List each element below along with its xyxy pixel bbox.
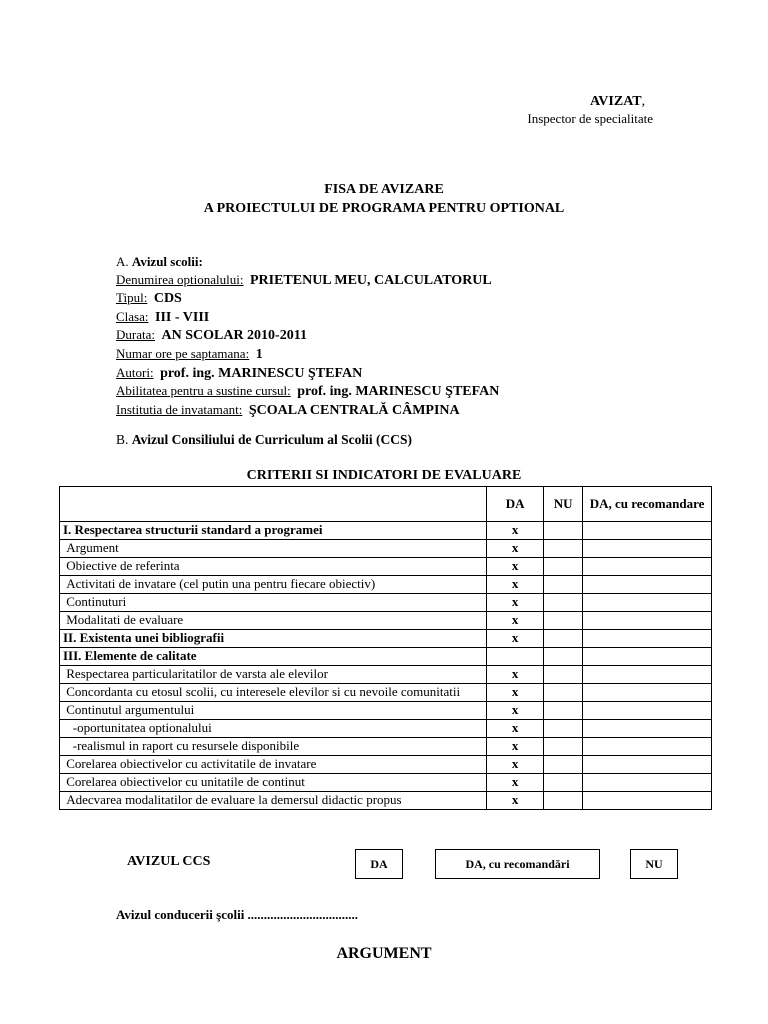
criteria-text: Argument (60, 540, 487, 558)
criteria-nu-cell[interactable] (544, 684, 583, 702)
field-label: Denumirea optionalului: (116, 271, 244, 287)
argument-heading: ARGUMENT (336, 945, 432, 962)
criteria-da-rec-cell[interactable] (583, 522, 712, 540)
criteria-text: Obiective de referinta (60, 558, 487, 576)
field-row (116, 271, 499, 290)
field-row (116, 289, 499, 308)
criteria-row (60, 666, 712, 684)
criteria-da-cell[interactable]: x (487, 558, 544, 576)
criteria-da-rec-cell[interactable] (583, 792, 712, 810)
criteria-da-rec-cell[interactable] (583, 594, 712, 612)
criteria-text: Continutul argumentului (60, 702, 487, 720)
criteria-row (60, 756, 712, 774)
field-row (116, 382, 499, 401)
criteria-nu-cell[interactable] (544, 630, 583, 648)
ccs-da-box[interactable]: DA (355, 849, 403, 879)
criteria-nu-cell[interactable] (544, 576, 583, 594)
criteria-text: III. Elemente de calitate (60, 648, 487, 666)
criteria-nu-cell[interactable] (544, 720, 583, 738)
criteria-text: Corelarea obiectivelor cu unitatile de continut (60, 774, 487, 792)
criteria-da-cell[interactable]: x (487, 720, 544, 738)
criteria-row (60, 522, 712, 540)
criteria-nu-cell[interactable] (544, 648, 583, 666)
ccs-nu-box[interactable]: NU (630, 849, 678, 879)
criteria-row (60, 558, 712, 576)
criteria-row (60, 648, 712, 666)
criteria-text: Adecvarea modalitatilor de evaluare la demersul didactic propus (60, 792, 487, 810)
criteria-text: Modalitati de evaluare (60, 612, 487, 630)
document-title: FISA DE AVIZARE (324, 182, 444, 197)
criteria-row (60, 702, 712, 720)
criteria-da-rec-cell[interactable] (583, 576, 712, 594)
field-label: Numar ore pe saptamana: (116, 345, 250, 361)
criteria-da-cell[interactable] (487, 648, 544, 666)
criteria-header-da: DA (487, 487, 544, 522)
conducere-line: Avizul conducerii şcolii .................................. (116, 907, 359, 922)
criteria-row (60, 792, 712, 810)
section-a-fields (116, 271, 499, 420)
field-value: prof. ing. MARINESCU ŞTEFAN (297, 384, 500, 400)
criteria-text: I. Respectarea structurii standard a programei (60, 522, 487, 540)
criteria-row (60, 576, 712, 594)
criteria-header-da-rec: DA, cu recomandare (583, 487, 712, 522)
criteria-text: Respectarea particularitatilor de varsta ale elevilor (60, 666, 487, 684)
criteria-nu-cell[interactable] (544, 792, 583, 810)
criteria-row (60, 738, 712, 756)
criteria-title: CRITERII SI INDICATORI DE EVALUARE (246, 468, 522, 483)
criteria-row (60, 540, 712, 558)
criteria-da-rec-cell[interactable] (583, 540, 712, 558)
criteria-da-rec-cell[interactable] (583, 648, 712, 666)
criteria-row (60, 684, 712, 702)
criteria-text: Corelarea obiectivelor cu activitatile de invatare (60, 756, 487, 774)
criteria-row (60, 630, 712, 648)
inspector-label: Inspector de specialitate (527, 111, 653, 126)
field-label: Durata: (116, 327, 155, 343)
criteria-table (59, 486, 712, 810)
criteria-nu-cell[interactable] (544, 594, 583, 612)
field-value: III - VIII (155, 309, 210, 325)
criteria-text: Continuturi (60, 594, 487, 612)
criteria-text: II. Existenta unei bibliografii (60, 630, 487, 648)
criteria-nu-cell[interactable] (544, 540, 583, 558)
criteria-da-cell[interactable]: x (487, 522, 544, 540)
criteria-text: Activitati de invatare (cel putin una pentru fiecare obiectiv) (60, 576, 487, 594)
criteria-da-cell[interactable]: x (487, 792, 544, 810)
criteria-nu-cell[interactable] (544, 756, 583, 774)
criteria-da-cell[interactable]: x (487, 630, 544, 648)
ccs-label: AVIZUL CCS (127, 854, 211, 869)
criteria-row (60, 594, 712, 612)
criteria-header-row (60, 487, 712, 522)
criteria-nu-cell[interactable] (544, 702, 583, 720)
field-value: PRIETENUL MEU, CALCULATORUL (249, 272, 492, 288)
field-row (116, 308, 499, 327)
field-value: CDS (153, 291, 182, 307)
field-label: Clasa: (116, 308, 149, 324)
criteria-text: Concordanta cu etosul scolii, cu interesele elevilor si cu nevoile comunitatii (60, 684, 487, 702)
criteria-da-rec-cell[interactable] (583, 774, 712, 792)
criteria-da-cell[interactable]: x (487, 702, 544, 720)
ccs-da-rec-box[interactable]: DA, cu recomandări (435, 849, 600, 879)
criteria-da-rec-cell[interactable] (583, 558, 712, 576)
field-label: Abilitatea pentru a sustine cursul: (116, 383, 291, 399)
criteria-da-rec-cell[interactable] (583, 684, 712, 702)
criteria-da-cell[interactable]: x (487, 576, 544, 594)
field-value: 1 (255, 346, 263, 362)
criteria-header-blank (60, 487, 487, 522)
criteria-da-rec-cell[interactable] (583, 756, 712, 774)
criteria-body (60, 522, 712, 810)
criteria-da-rec-cell[interactable] (583, 738, 712, 756)
criteria-nu-cell[interactable] (544, 738, 583, 756)
criteria-da-cell[interactable]: x (487, 594, 544, 612)
document-subtitle: A PROIECTULUI DE PROGRAMA PENTRU OPTIONAL (203, 201, 565, 216)
criteria-row (60, 774, 712, 792)
field-row (116, 345, 499, 364)
field-value: ŞCOALA CENTRALĂ CÂMPINA (248, 402, 460, 418)
field-row (116, 401, 499, 420)
criteria-da-cell[interactable]: x (487, 774, 544, 792)
criteria-da-rec-cell[interactable] (583, 702, 712, 720)
criteria-text: -oportunitatea optionalului (60, 720, 487, 738)
criteria-da-rec-cell[interactable] (583, 630, 712, 648)
section-a-heading: A. Avizul scolii: (116, 254, 203, 269)
criteria-da-cell[interactable]: x (487, 540, 544, 558)
criteria-da-rec-cell[interactable] (583, 720, 712, 738)
field-label: Tipul: (116, 290, 148, 306)
avizat-label: AVIZAT, (590, 94, 646, 109)
criteria-da-cell[interactable]: x (487, 756, 544, 774)
criteria-nu-cell[interactable] (544, 522, 583, 540)
field-label: Autori: (116, 364, 154, 380)
criteria-da-rec-cell[interactable] (583, 612, 712, 630)
criteria-header-nu: NU (544, 487, 583, 522)
criteria-nu-cell[interactable] (544, 666, 583, 684)
criteria-da-cell[interactable]: x (487, 738, 544, 756)
criteria-row (60, 612, 712, 630)
criteria-nu-cell[interactable] (544, 774, 583, 792)
criteria-da-cell[interactable]: x (487, 684, 544, 702)
criteria-nu-cell[interactable] (544, 558, 583, 576)
field-row (116, 364, 499, 383)
field-label: Institutia de invatamant: (116, 401, 243, 417)
criteria-da-cell[interactable]: x (487, 612, 544, 630)
field-value: AN SCOLAR 2010-2011 (161, 328, 307, 344)
criteria-text: -realismul in raport cu resursele disponibile (60, 738, 487, 756)
field-row (116, 326, 499, 345)
section-a (116, 253, 499, 419)
criteria-da-cell[interactable]: x (487, 666, 544, 684)
section-b-heading: B. Avizul Consiliului de Curriculum al Scolii (CCS) (116, 432, 413, 447)
criteria-row (60, 720, 712, 738)
criteria-da-rec-cell[interactable] (583, 666, 712, 684)
criteria-nu-cell[interactable] (544, 612, 583, 630)
field-value: prof. ing. MARINESCU ŞTEFAN (160, 365, 363, 381)
